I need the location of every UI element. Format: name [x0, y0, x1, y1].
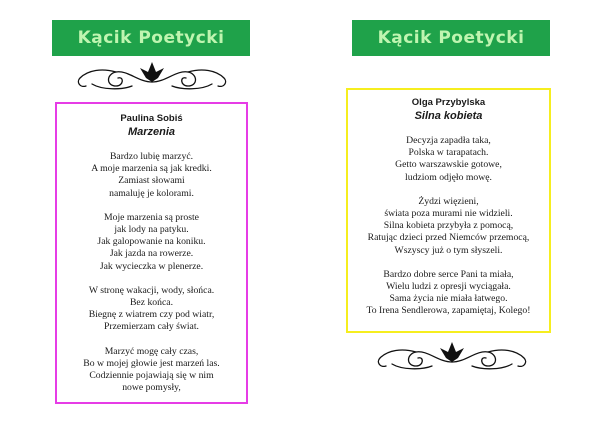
poem-line: Ratując dzieci przed Niemców przemocą, — [367, 232, 530, 244]
poem-line: Bo w mojej głowie jest marzeń las. — [83, 357, 220, 369]
poem-line: Biegnę z wiatrem czy pod wiatr, — [88, 309, 215, 321]
poem-stanza — [348, 196, 549, 257]
banner-right: Kącik Poetycki — [352, 20, 550, 56]
poem-author: Olga Przybylska — [411, 97, 486, 108]
poem-line: Getto warszawskie gotowe, — [395, 159, 502, 171]
poem-title: Silna kobieta — [414, 110, 483, 122]
poem-card-left — [55, 102, 248, 404]
poem-author: Paulina Sobiś — [120, 113, 183, 124]
poem-line: Wielu ludzi z opresji wyciągała. — [386, 281, 511, 293]
poem-line: Moje marzenia są proste — [104, 211, 199, 223]
poem-line: Sama życia nie miała łatwego. — [389, 293, 508, 305]
poem-line: W stronę wakacji, wody, słońca. — [88, 284, 215, 296]
poem-line: Jak wycieczka w plenerze. — [99, 260, 204, 272]
poem-line: Jak galopowanie na koniku. — [97, 236, 206, 248]
poem-line: Bardzo dobre serce Pani ta miała, — [383, 268, 514, 280]
flourish-ornament-icon — [72, 60, 232, 92]
poem-line: Zamiast słowami — [118, 175, 185, 187]
poem-stanza — [348, 269, 549, 318]
poem-stanza — [57, 212, 246, 273]
poem-line: Silna kobieta przybyła z pomocą, — [383, 220, 514, 232]
poem-line: nowe pomysły, — [122, 382, 181, 394]
poem-line: Codziennie pojawiają się w nim — [89, 370, 214, 382]
poem-line: Decyzja zapadła taka, — [406, 135, 491, 146]
poem-stanza — [348, 135, 549, 184]
poem-line: A moje marzenia są jak kredki. — [91, 163, 212, 175]
poem-line: ludziom odjęło mowę. — [405, 171, 492, 183]
poem-stanza — [57, 285, 246, 334]
poem-line: Jak jazda na rowerze. — [109, 248, 194, 260]
poem-line: Bez końca. — [129, 297, 174, 309]
poem-line: Wszyscy już o tym słyszeli. — [394, 244, 503, 256]
poem-line: Bardzo lubię marzyć. — [109, 151, 194, 162]
poem-card-right — [346, 88, 551, 333]
poem-line: To Irena Sendlerowa, zapamiętaj, Kolego! — [366, 305, 531, 317]
flourish-ornament-icon — [372, 340, 532, 372]
poem-stanza — [57, 151, 246, 200]
poem-line: świata poza murami nie widzieli. — [384, 208, 513, 220]
poem-line: jak lody na patyku. — [114, 224, 189, 236]
poem-line: Marzyć mogę cały czas, — [104, 345, 199, 357]
poem-stanza — [57, 346, 246, 395]
poem-line: Żydzi więzieni, — [418, 195, 479, 207]
poem-line: Polska w tarapatach. — [408, 147, 489, 159]
poem-line: namaluję je kolorami. — [109, 187, 194, 199]
banner-left: Kącik Poetycki — [52, 20, 250, 56]
poem-title: Marzenia — [127, 126, 176, 138]
poem-line: Przemierzam cały świat. — [104, 321, 199, 333]
